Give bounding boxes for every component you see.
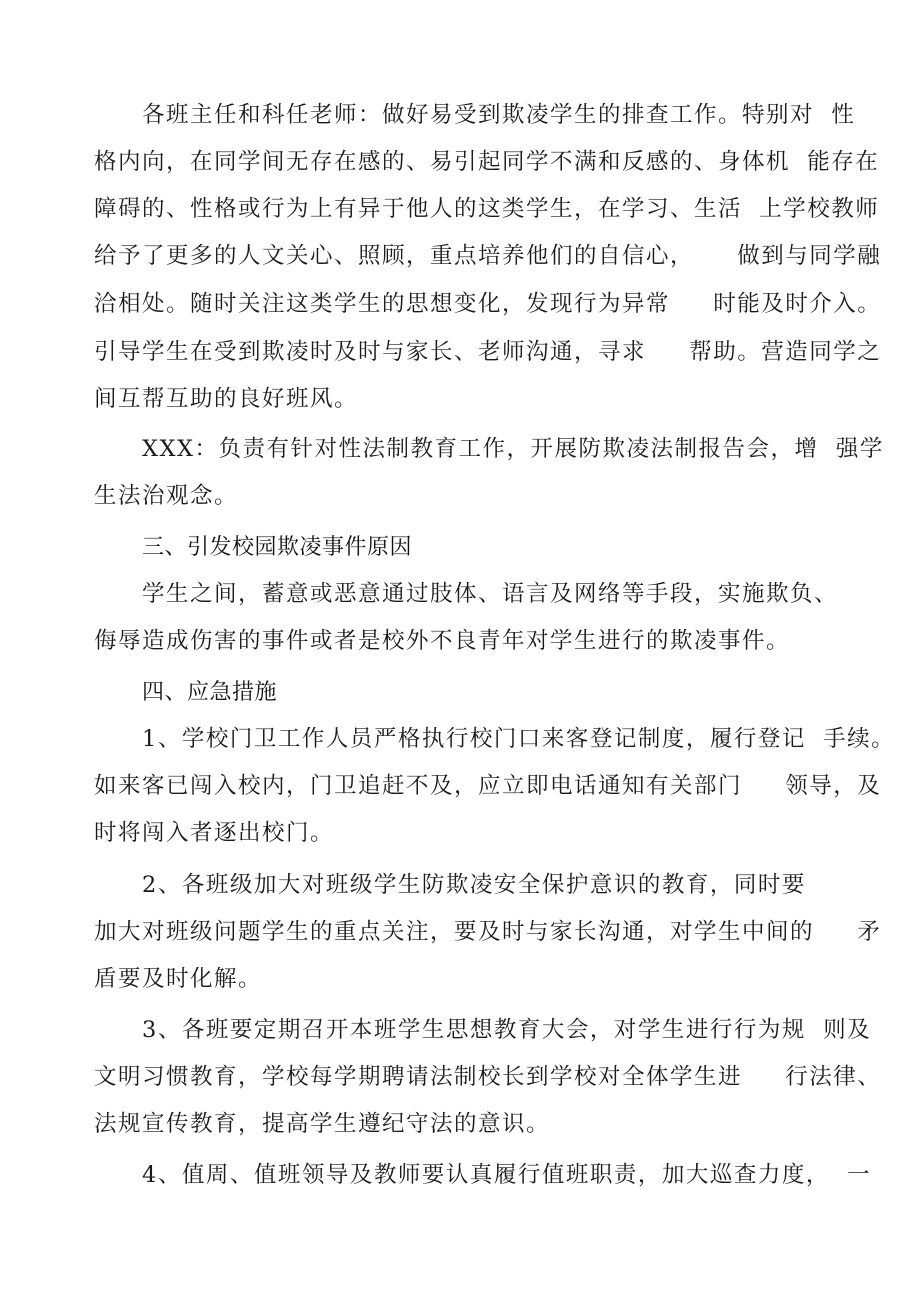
paragraph-line: 格内向，在同学间无存在感的、易引起同学不满和反感的、身体机 能存在 bbox=[94, 149, 880, 175]
paragraph-line: 2、各班级加大对班级学生防欺凌安全保护意识的教育，同时要 bbox=[142, 872, 806, 898]
paragraph-line: 如来客已闯入校内，门卫追赶不及，应立即电话通知有关部门 领导，及 bbox=[94, 773, 882, 799]
paragraph-line: 间互帮互助的良好班风。 bbox=[94, 386, 359, 412]
paragraph-line: 盾要及时化解。 bbox=[94, 966, 263, 992]
paragraph-line: 3、各班要定期召开本班学生思想教育大会，对学生进行行为规 则及 bbox=[142, 1017, 872, 1043]
paragraph-line: 学生之间，蓄意或恶意通过肢体、语言及网络等手段，实施欺负、 bbox=[142, 581, 839, 607]
paragraph-line: 给予了更多的人文关心、照顾，重点培养他们的自信心， 做到与同学融 bbox=[94, 243, 882, 269]
paragraph-line: 洽相处。随时关注这类学生的思想变化，发现行为异常 时能及时介入。 bbox=[94, 291, 882, 317]
paragraph-line: 生法治观念。 bbox=[94, 483, 239, 509]
paragraph-line: 各班主任和科任老师：做好易受到欺凌学生的排查工作。特别对 性 bbox=[142, 102, 856, 128]
paragraph-line: 加大对班级问题学生的重点关注，要及时与家长沟通，对学生中间的 矛 bbox=[94, 919, 882, 945]
paragraph-line: 引导学生在受到欺凌时及时与家长、老师沟通，寻求 帮助。营造同学之 bbox=[94, 339, 882, 365]
paragraph-line: 障碍的、性格或行为上有异于他人的这类学生，在学习、生活 上学校教师 bbox=[94, 196, 880, 222]
paragraph-line: 时将闯入者逐出校门。 bbox=[94, 820, 335, 846]
paragraph-line: 4、值周、值班领导及教师要认真履行值班职责，加大巡查力度， 一 bbox=[142, 1162, 872, 1188]
paragraph-line: 法规宣传教育，提高学生遵纪守法的意识。 bbox=[94, 1111, 551, 1137]
section-heading: 四、应急措施 bbox=[142, 680, 278, 705]
paragraph-line: 1、学校门卫工作人员严格执行校门口来客登记制度，履行登记 手续。 bbox=[142, 726, 896, 752]
paragraph-line: 文明习惯教育，学校每学期聘请法制校长到学校对全体学生进 行法律、 bbox=[94, 1064, 882, 1090]
section-heading: 三、引发校园欺凌事件原因 bbox=[142, 535, 413, 560]
paragraph-line: XXX：负责有针对性法制教育工作，开展防欺凌法制报告会，增 强学 bbox=[142, 436, 884, 462]
paragraph-line: 侮辱造成伤害的事件或者是校外不良青年对学生进行的欺凌事件。 bbox=[94, 628, 791, 654]
